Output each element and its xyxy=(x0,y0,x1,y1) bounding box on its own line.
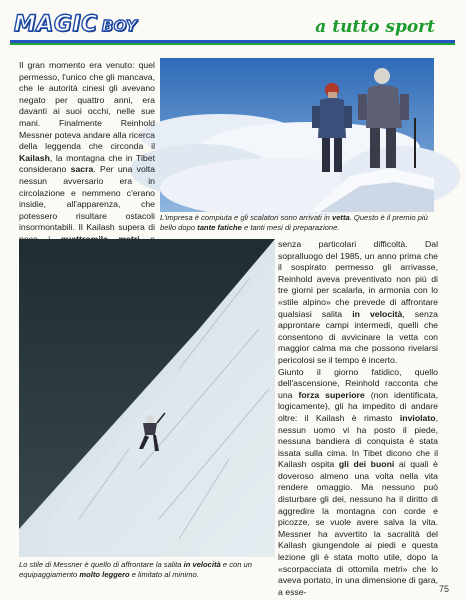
section-rubric: a tutto sport xyxy=(315,17,435,37)
caption-emphasis: in velocità xyxy=(183,560,221,569)
magazine-sub: BOY xyxy=(101,17,138,35)
summit-photo xyxy=(160,58,434,212)
caption-emphasis: molto leggero xyxy=(79,570,130,579)
caption-text: e tanti mesi di preparazione. xyxy=(241,223,340,232)
article-paragraph-emphasis: inviolato xyxy=(399,412,436,423)
caption-text: e con un equipaggiamento xyxy=(19,560,253,579)
article-paragraph-emphasis: sacra xyxy=(70,164,94,175)
header-rule-green xyxy=(10,43,455,45)
caption-text: Lo stile di Messner è quello di affrontare la salita xyxy=(19,560,184,569)
summit-photo-image xyxy=(160,58,434,212)
caption-emphasis: vetta xyxy=(331,213,350,222)
article-paragraph-emphasis: Kailash xyxy=(19,152,50,163)
article-paragraph-emphasis: forza superiore xyxy=(298,389,365,400)
caption-text: . Questo è il premio più bello dopo xyxy=(160,213,428,232)
article-column-right xyxy=(278,239,438,597)
article-paragraph-text: , senza approntare campi intermedi, quelli che consentono di avvicinare la vetta con maggior calma ma che possono rivelarsi pericolosi se il tempo è incerto. xyxy=(278,308,438,365)
page-number: 75 xyxy=(438,584,449,594)
article-paragraph-text: (non identificata, logicamente), gli ha impedito di andare oltre: il Kailash è rimasto xyxy=(278,389,438,423)
caption-emphasis: tante fatiche xyxy=(197,223,242,232)
caption-text: e limitato al minimo. xyxy=(129,570,199,579)
article-paragraph-text: senza particolari difficoltà. Dal sopralluogo del 1985, un anno prima che il sospirato permesso gli arrivasse, Reinhold aveva preventivato non più di tre giorni per scalarla, in armonia con lo «stile alpino» che prevede di affrontare qualsiasi salita xyxy=(278,239,438,319)
article-paragraph-text: , nessun uomo vi ha posto il piede, nessuna bandiera di conquista è stata issata sulla cima. In Tibet dicono che il Kailash ospita xyxy=(278,412,438,470)
ice-slope-photo-caption xyxy=(19,560,275,580)
magazine-name: MAGIC xyxy=(14,12,98,37)
ice-slope-photo xyxy=(19,239,275,557)
article-paragraph-text: ai quali è doveroso almeno una volta nella vita rendere omaggio. Ma nessuno può disturbare gli dei, nessuno ha il diritto di aggredire la montagna con corde e picozze, se vuole avere salva la vita. Messner ha avvertito la sacralità del Kailash giungendole ai piedi e questa lezione gli è stata molto utile, dopo la «scorpacciata di ottomila metri» che lo aveva portato, in una dimensione di gara, a esse- xyxy=(278,459,438,597)
article-paragraph-text: , la montagna che in Tibet considerano xyxy=(19,152,155,175)
summit-photo-caption xyxy=(160,213,440,233)
magazine-logo xyxy=(14,12,137,37)
article-paragraph-text: Giunto il giorno fatidico, quello dell'ascensione, Reinhold racconta che una xyxy=(278,366,438,400)
page-header xyxy=(0,0,465,48)
article-paragraph-text: . Per una volta nessun avversario era in circolazione e nemmeno c'erano insidie, all'apparenza, che potessero risultare ostacoli insormontabili. Il Kailash supera di xyxy=(19,164,155,233)
article-paragraph-text: Il gran momento era venuto: quel permesso, l'unico che gli mancava, che le autorità cinesi gli avevano negato per quattro anni, era davanti ai suoi occhi, nelle sue mani. Finalmente Reinhold Messner poteva andare alla ricerca della leggenda che circonda il xyxy=(19,60,155,152)
article-column-left xyxy=(19,60,155,236)
article-paragraph-emphasis: gli dei buoni xyxy=(338,459,395,470)
ice-slope-photo-image xyxy=(19,239,275,557)
caption-text: L'impresa è compiuta e gli scalatori sono arrivati in xyxy=(160,213,332,222)
article-paragraph-emphasis: in velocità xyxy=(352,308,403,319)
